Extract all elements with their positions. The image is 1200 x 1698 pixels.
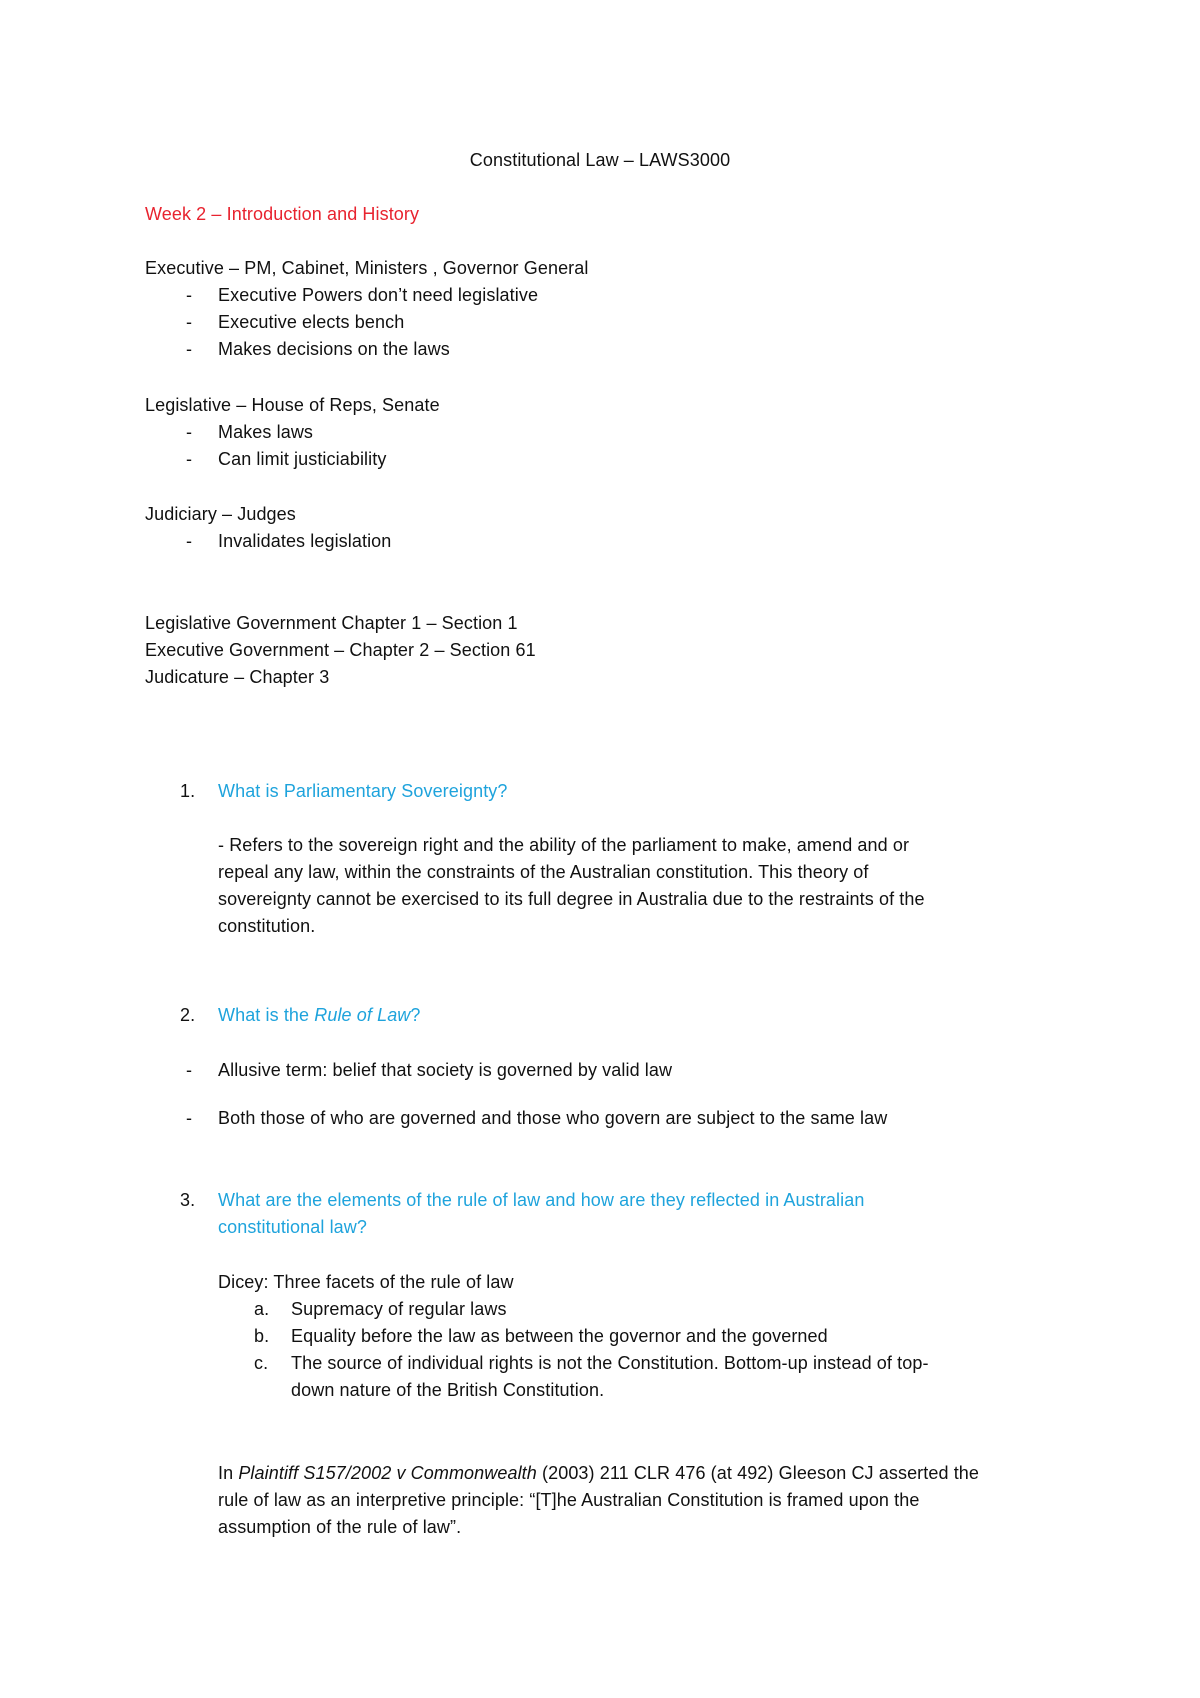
- facet-item: Equality before the law as between the governor and the governed: [291, 1326, 828, 1346]
- chapter-line: Legislative Government Chapter 1 – Section 1: [145, 613, 518, 633]
- question-heading: [218, 1004, 421, 1026]
- list-item: Can limit justiciability: [218, 449, 387, 469]
- facet-item: The source of individual rights is not the Constitution. Bottom-up instead of top-: [291, 1353, 929, 1373]
- facet-item: down nature of the British Constitution.: [291, 1380, 605, 1400]
- list-item: Executive elects bench: [218, 312, 405, 332]
- case-paragraph-line: assumption of the rule of law”.: [218, 1517, 462, 1537]
- document-title: Constitutional Law – LAWS3000: [469, 150, 731, 170]
- facet-marker: b.: [254, 1326, 270, 1346]
- bullet-dash: -: [186, 312, 193, 332]
- bullet-dash: -: [186, 422, 193, 442]
- facet-item: Supremacy of regular laws: [291, 1299, 507, 1319]
- case-name: Plaintiff S157/2002 v Commonwealth: [238, 1463, 537, 1483]
- question-heading: What are the elements of the rule of law and how are they reflected in Australian: [218, 1190, 865, 1210]
- answer-line: sovereignty cannot be exercised to its full degree in Australia due to the restraints of the: [218, 889, 925, 909]
- chapter-line: Executive Government – Chapter 2 – Section 61: [145, 640, 536, 660]
- answer-line: - Refers to the sovereign right and the ability of the parliament to make, amend and or: [218, 835, 910, 855]
- bullet-dash: -: [186, 285, 193, 305]
- list-item: Invalidates legislation: [218, 531, 392, 551]
- list-item: Allusive term: belief that society is governed by valid law: [218, 1060, 673, 1080]
- question-italic-text: Rule of Law: [314, 1005, 411, 1025]
- facet-marker: a.: [254, 1299, 270, 1319]
- case-paragraph-line: rule of law as an interpretive principle: “[T]he Australian Constitution is framed upon the: [218, 1490, 920, 1510]
- bullet-dash: -: [186, 531, 193, 551]
- question-number: 1.: [180, 781, 196, 801]
- question-text: What is the: [218, 1005, 315, 1025]
- branch-heading-judiciary: Judiciary – Judges: [145, 504, 296, 524]
- branch-heading-executive: Executive – PM, Cabinet, Ministers , Governor General: [145, 258, 589, 278]
- question-heading: What is Parliamentary Sovereignty?: [218, 781, 508, 801]
- dicey-intro: Dicey: Three facets of the rule of law: [218, 1272, 514, 1292]
- bullet-dash: -: [186, 1060, 193, 1080]
- case-text: In: [218, 1463, 239, 1483]
- case-text: (2003) 211 CLR 476 (at 492) Gleeson CJ asserted the: [536, 1463, 980, 1483]
- branch-heading-legislative: Legislative – House of Reps, Senate: [145, 395, 440, 415]
- facet-marker: c.: [254, 1353, 269, 1373]
- bullet-dash: -: [186, 339, 193, 359]
- question-number: 3.: [180, 1190, 196, 1210]
- list-item: Makes laws: [218, 422, 314, 442]
- question-text: ?: [410, 1005, 421, 1025]
- list-item: Makes decisions on the laws: [218, 339, 450, 359]
- answer-line: constitution.: [218, 916, 316, 936]
- list-item: Executive Powers don’t need legislative: [218, 285, 539, 305]
- chapter-line: Judicature – Chapter 3: [145, 667, 330, 687]
- week-heading: Week 2 – Introduction and History: [145, 204, 420, 224]
- bullet-dash: -: [186, 1108, 193, 1128]
- question-number: 2.: [180, 1005, 196, 1025]
- case-paragraph-line: [218, 1462, 979, 1484]
- question-heading: constitutional law?: [218, 1217, 367, 1237]
- bullet-dash: -: [186, 449, 193, 469]
- list-item: Both those of who are governed and those who govern are subject to the same law: [218, 1108, 888, 1128]
- answer-line: repeal any law, within the constraints of the Australian constitution. This theory of: [218, 862, 869, 882]
